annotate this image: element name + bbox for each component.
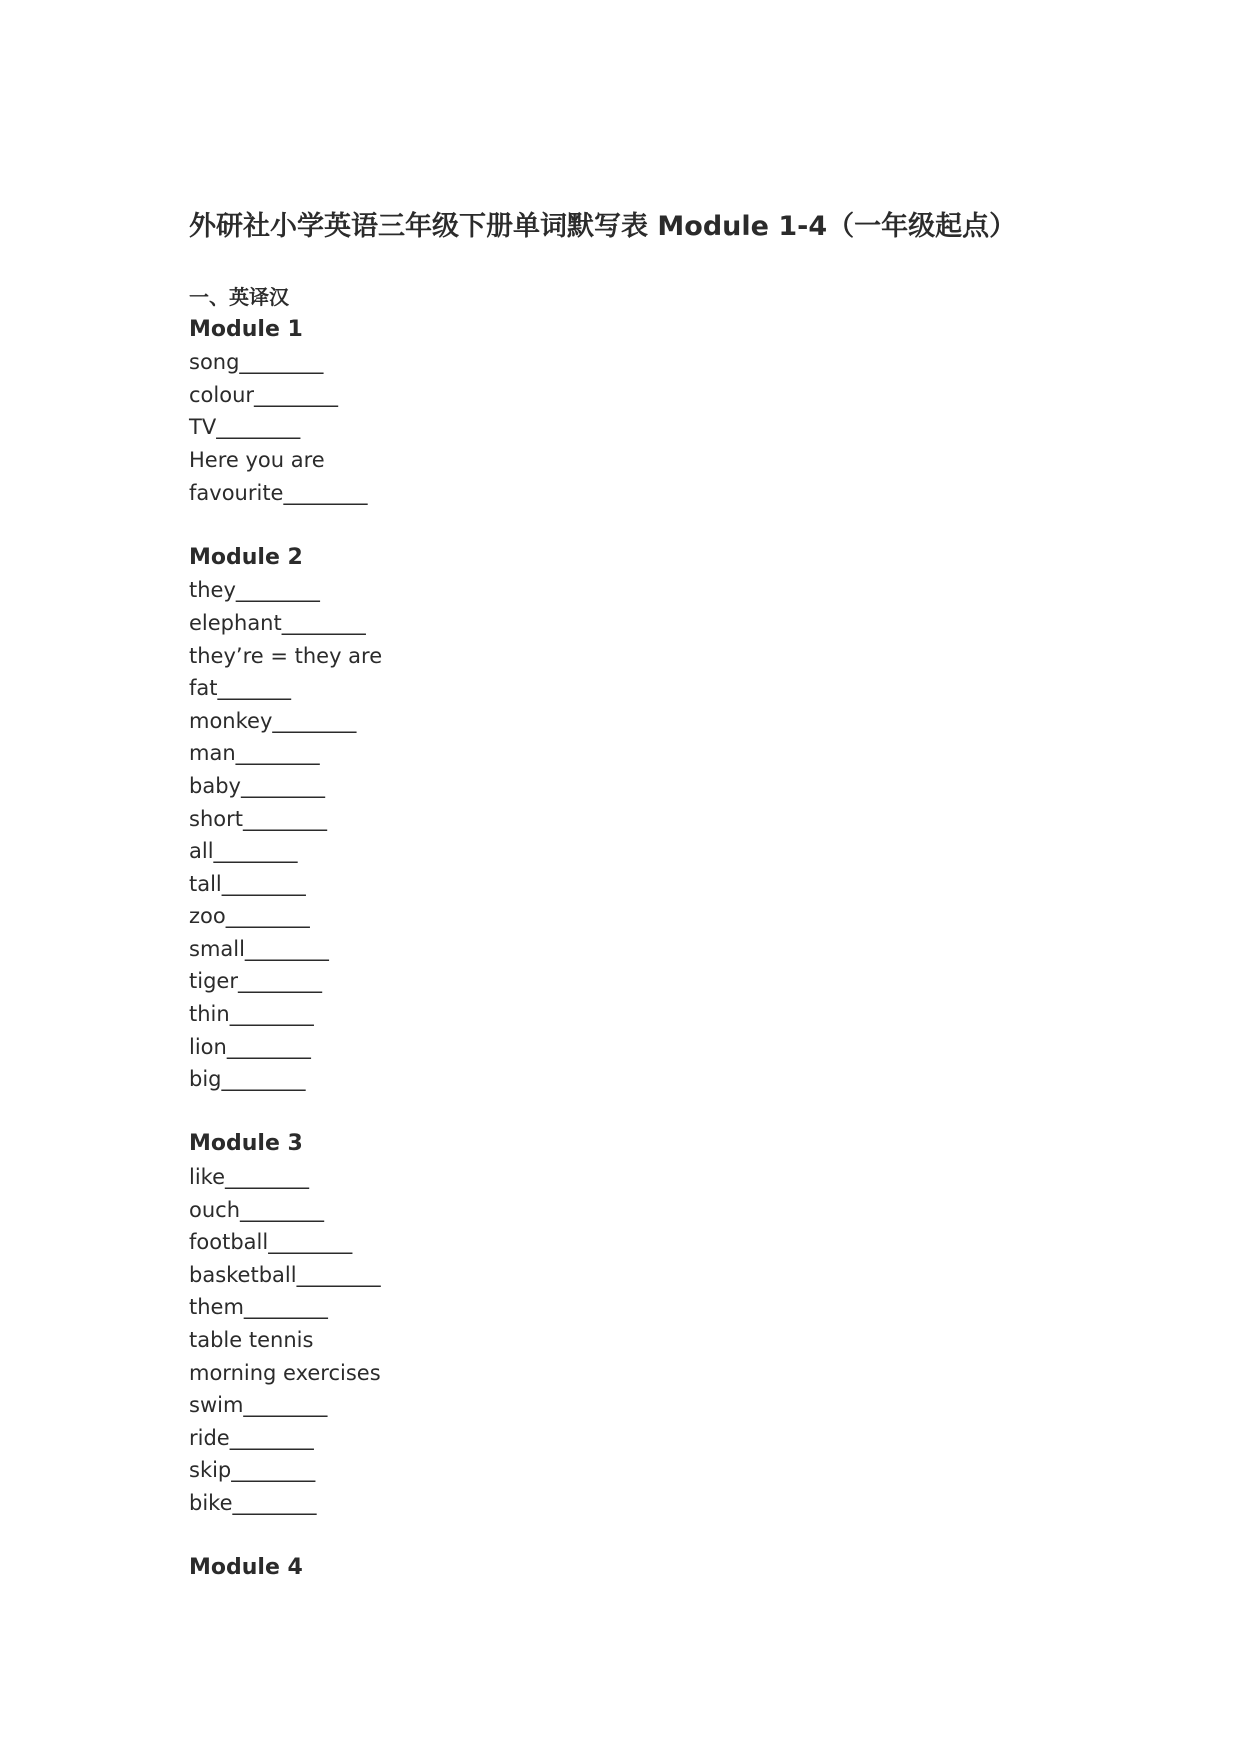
word-item: short________ <box>189 806 327 831</box>
word-item: thin________ <box>189 1002 314 1027</box>
word-item: big________ <box>189 1067 306 1092</box>
word-item: Here you are <box>189 447 325 472</box>
word-item: monkey________ <box>189 708 357 733</box>
word-item: colour________ <box>189 382 339 407</box>
word-item: baby________ <box>189 773 325 798</box>
word-list <box>189 346 1089 509</box>
section-heading: 一、英译汉 <box>189 285 289 309</box>
word-item: them________ <box>189 1295 328 1320</box>
word-item: ouch________ <box>189 1197 325 1222</box>
word-item: song________ <box>189 350 324 375</box>
word-item: elephant________ <box>189 610 366 635</box>
module-block <box>189 542 1089 1096</box>
module-heading: Module 3 <box>189 1131 303 1157</box>
word-item: like________ <box>189 1165 310 1190</box>
word-item: they________ <box>189 578 320 603</box>
word-item: favourite________ <box>189 480 368 505</box>
word-item: man________ <box>189 741 320 766</box>
word-item: lion________ <box>189 1034 311 1059</box>
word-item: table tennis <box>189 1328 314 1352</box>
word-item: basketball________ <box>189 1262 381 1287</box>
word-item: bike________ <box>189 1490 317 1515</box>
word-item: tall________ <box>189 871 306 896</box>
word-item: TV________ <box>189 415 301 440</box>
word-item: zoo________ <box>189 904 310 929</box>
module-block <box>189 314 1089 510</box>
word-item: they’re = they are <box>189 643 383 668</box>
word-item: tiger________ <box>189 969 322 994</box>
word-item: skip________ <box>189 1458 316 1483</box>
word-item: fat_______ <box>189 676 291 701</box>
worksheet-page <box>189 207 1089 1585</box>
word-item: ride________ <box>189 1425 314 1450</box>
module-heading: Module 1 <box>189 316 303 342</box>
word-item: football________ <box>189 1230 353 1255</box>
module-block <box>189 1128 1089 1519</box>
word-list <box>189 574 1089 1096</box>
word-list <box>189 1161 1089 1520</box>
word-item: all________ <box>189 839 298 864</box>
module-heading: Module 2 <box>189 544 303 570</box>
module-list <box>189 314 1089 1585</box>
word-item: swim________ <box>189 1393 328 1418</box>
module-heading: Module 4 <box>189 1555 303 1581</box>
word-item: morning exercises <box>189 1360 381 1385</box>
word-item: small________ <box>189 936 329 961</box>
document-title: 外研社小学英语三年级下册单词默写表 Module 1-4（一年级起点） <box>189 211 1017 242</box>
module-block <box>189 1552 1089 1585</box>
